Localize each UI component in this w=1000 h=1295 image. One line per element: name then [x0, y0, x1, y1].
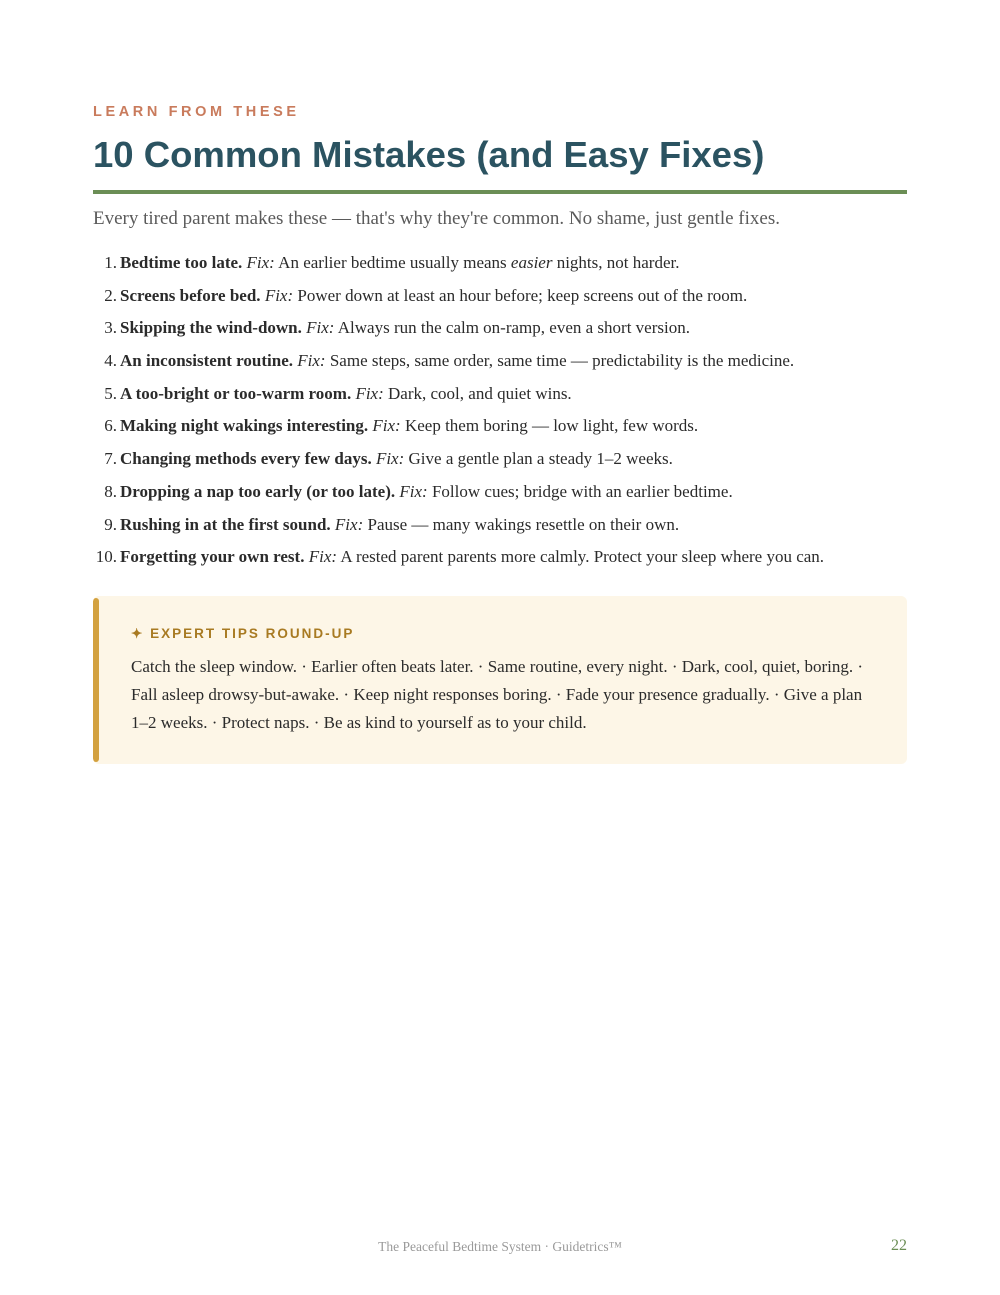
- fix-label: Fix:: [399, 481, 428, 501]
- fix-label: Fix:: [306, 318, 335, 338]
- mistake-title: Changing methods every few days.: [120, 449, 372, 469]
- list-item: [93, 479, 907, 512]
- footer-text: The Peaceful Bedtime System · Guidetrics™: [378, 1239, 622, 1254]
- mistake-title: Screens before bed.: [120, 285, 261, 305]
- item-number: 8.: [104, 481, 117, 501]
- fix-text: Pause — many wakings resettle on their own.: [363, 514, 680, 534]
- fix-label: Fix:: [334, 514, 364, 534]
- item-number: 3.: [104, 318, 117, 338]
- title-divider: [93, 190, 907, 194]
- list-item: [93, 413, 907, 446]
- list-item: [93, 315, 907, 348]
- list-item: [93, 446, 907, 479]
- page-number: 22: [891, 1237, 907, 1254]
- item-number: 5.: [104, 383, 117, 403]
- mistake-title: Rushing in at the first sound.: [120, 514, 331, 534]
- fix-label: Fix:: [297, 351, 326, 371]
- fix-label: Fix:: [355, 383, 384, 403]
- mistake-title: Bedtime too late.: [120, 253, 243, 272]
- page-title: 10 Common Mistakes (and Easy Fixes): [93, 134, 765, 175]
- callout-accent-bar: [93, 598, 99, 762]
- item-number: 7.: [104, 449, 117, 469]
- item-number: 6.: [104, 416, 117, 436]
- fix-label: Fix:: [308, 547, 338, 567]
- item-number: 10.: [95, 547, 117, 567]
- fix-text-end: nights, not harder.: [552, 253, 680, 272]
- item-number: 2.: [104, 285, 117, 305]
- fix-text: Follow cues; bridge with an earlier bedtime.: [427, 481, 733, 501]
- fix-text: Give a gentle plan a steady 1–2 weeks.: [404, 449, 673, 469]
- item-number: 1.: [104, 253, 117, 272]
- fix-text: An earlier bedtime usually means: [274, 253, 511, 272]
- fix-label: Fix:: [264, 285, 294, 305]
- intro-text: Every tired parent makes these — that's why they're common. No shame, just gentle fixes.: [93, 208, 780, 229]
- fix-emphasis: easier: [510, 253, 553, 272]
- list-item: [93, 348, 907, 381]
- fix-label: Fix:: [372, 416, 401, 436]
- mistakes-list: [93, 250, 907, 577]
- list-item: [93, 512, 907, 545]
- mistake-title: Forgetting your own rest.: [120, 547, 305, 567]
- fix-text: Keep them boring — low light, few words.: [400, 416, 699, 436]
- list-item: [93, 250, 907, 283]
- mistake-title: Making night wakings interesting.: [120, 416, 369, 436]
- list-item: [93, 544, 907, 577]
- fix-text: A rested parent parents more calmly. Protect your sleep where you can.: [337, 547, 825, 567]
- list-item: [93, 283, 907, 316]
- fix-label: Fix:: [246, 253, 275, 272]
- sparkle-icon: ✦: [131, 626, 145, 641]
- fix-label: Fix:: [375, 449, 405, 469]
- callout-heading-text: EXPERT TIPS ROUND-UP: [150, 626, 355, 641]
- fix-text: Always run the calm on-ramp, even a short version.: [334, 318, 690, 338]
- fix-text: Dark, cool, and quiet wins.: [383, 383, 572, 403]
- mistake-title: Dropping a nap too early (or too late).: [120, 481, 396, 501]
- callout-body: Catch the sleep window. · Earlier often beats later. · Same routine, every night. · Dark, cool, quiet, boring. · Fall asleep drowsy-but-awake. · Keep night responses boring. · Fade your presence gradually. · Give a plan 1–2 weeks. · Protect naps. · Be as kind to yourself as to your child.: [131, 657, 864, 732]
- item-number: 9.: [104, 514, 117, 534]
- fix-text: Same steps, same order, same time — predictability is the medicine.: [325, 351, 795, 371]
- fix-text: Power down at least an hour before; keep screens out of the room.: [293, 285, 748, 305]
- callout-heading: [131, 626, 354, 642]
- mistake-title: An inconsistent routine.: [120, 351, 294, 371]
- mistake-title: A too-bright or too-warm room.: [120, 383, 352, 403]
- mistake-title: Skipping the wind-down.: [120, 318, 302, 338]
- expert-tips-callout: [93, 596, 907, 764]
- eyebrow-label: LEARN FROM THESE: [93, 104, 300, 120]
- item-number: 4.: [104, 351, 117, 371]
- list-item: [93, 381, 907, 414]
